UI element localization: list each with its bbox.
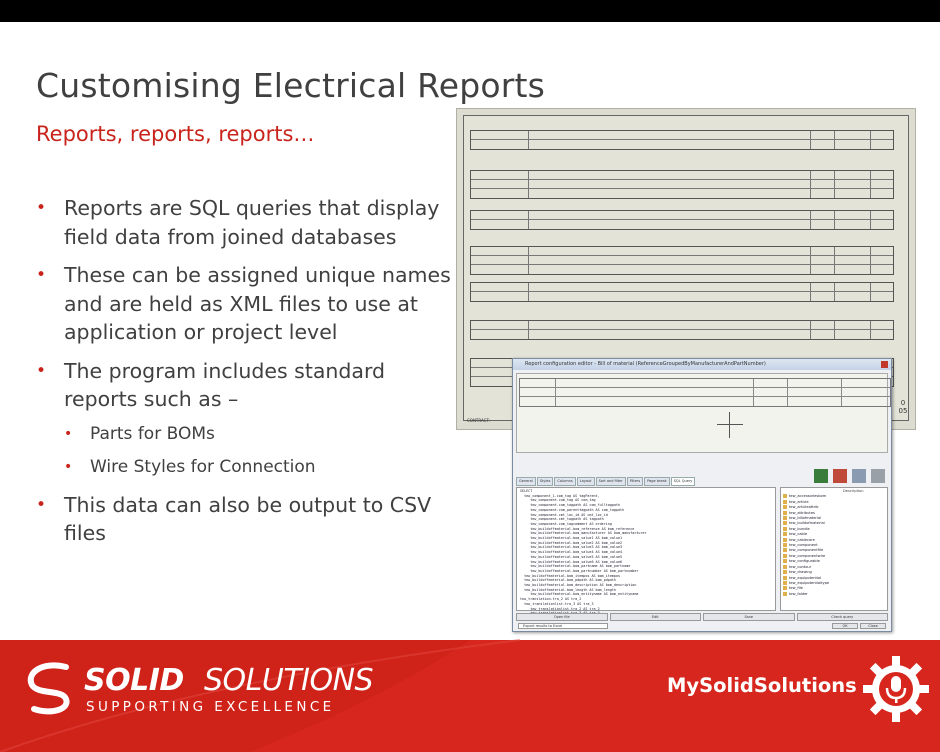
report-table-cell (871, 189, 893, 198)
open-file-button[interactable]: Open file (516, 613, 608, 621)
report-table (470, 246, 894, 275)
tree-item[interactable]: tew_file (783, 586, 885, 591)
sql-line: tew_buildoffmaterial.bom_reference AS bom_reference (520, 526, 635, 531)
tab-sql-query[interactable]: SQL Query (671, 477, 696, 486)
report-table-cell (471, 247, 529, 255)
report-table-cell (871, 171, 893, 179)
report-table-row (471, 189, 893, 198)
report-table-row (471, 131, 893, 140)
sql-line: tew_buildoffmaterial.bom_value3 AS bom_value3 (520, 545, 623, 550)
report-table (470, 130, 894, 150)
report-table-section (470, 124, 894, 150)
report-table-cell (835, 180, 871, 188)
table-icon (783, 592, 787, 596)
report-table-cell (471, 189, 529, 198)
tree-item[interactable]: tew_equipotentialtype (783, 581, 885, 586)
report-table-row (471, 247, 893, 256)
report-table (470, 320, 894, 340)
report-table-cell (811, 292, 835, 301)
crosshair-cursor-icon (717, 412, 743, 438)
brand-tagline: SUPPORTING EXCELLENCE (86, 699, 335, 715)
report-table-cell (529, 140, 811, 149)
sql-line: tew_buildoffmaterial.bom_length AS bom_length (520, 587, 616, 592)
dialog-titlebar: Report configuration editor - Bill of material (ReferenceGroupedByManufacturerAndPartNumber) (513, 359, 891, 370)
contract-label: CONTRACT: (467, 418, 490, 423)
sql-line: tew_component_1.com_tag AS tagParent, (520, 493, 600, 498)
report-table-cell (529, 292, 811, 301)
tree-item[interactable]: tew_cable (783, 532, 885, 537)
table-icon (783, 570, 787, 574)
brand-name-regular: SOLUTIONS (204, 663, 374, 698)
sub-bullet-item: • Wire Styles for Connection (64, 456, 316, 477)
report-table-row (471, 171, 893, 180)
table-icon (783, 543, 787, 547)
report-table-cell (811, 220, 835, 229)
tab-styles[interactable]: Styles (537, 477, 554, 486)
sql-line: SELECT (520, 489, 533, 493)
sql-line: tew_buildoffmaterial.bom_value6 AS bom_value6 (520, 559, 623, 564)
tree-item[interactable]: tew_buildofmaterial (783, 521, 885, 526)
report-table-cell (529, 256, 811, 264)
sql-line: tew_component.com_tag AS com_tag (520, 498, 596, 503)
report-table-section (470, 276, 894, 302)
table-icon (783, 532, 787, 536)
report-table-cell (811, 265, 835, 274)
report-table-cell (471, 283, 529, 291)
tab-sort-filter[interactable]: Sort and filter (596, 477, 626, 486)
report-table-section (470, 164, 894, 199)
dialog-button-row (516, 613, 888, 621)
sql-line: tew_translationlist.tra_3 AS tra_3 (520, 601, 594, 606)
sheet-number: 0 05 (898, 399, 908, 415)
report-table-cell (871, 180, 893, 188)
report-table-row (471, 140, 893, 149)
report-table-section (470, 240, 894, 275)
report-table-cell (471, 140, 529, 149)
dialog-preview-area (516, 373, 888, 453)
tree-item[interactable]: tew_attributes (783, 511, 885, 516)
sql-line: tew_buildoffmaterial.bom_value4 AS bom_value4 (520, 550, 623, 555)
tree-item[interactable]: tew_contour (783, 565, 885, 570)
report-table-cell (871, 330, 893, 339)
report-table (470, 210, 894, 230)
table-icon (783, 559, 787, 563)
table-icon (783, 500, 787, 504)
tree-item[interactable]: tew_article (783, 500, 885, 505)
table-icon (783, 548, 787, 552)
check-query-button[interactable]: Check query (797, 613, 889, 621)
report-table-row (471, 220, 893, 229)
report-table-cell (529, 220, 811, 229)
footer-bar (0, 640, 940, 752)
tree-item[interactable]: tew_bundle (783, 527, 885, 532)
report-table-cell (871, 140, 893, 149)
report-table-cell (871, 283, 893, 291)
sql-line: tew_buildoffmaterial.bom_entityname AS bom_entityname (520, 592, 639, 597)
edit-button[interactable]: Edit (610, 613, 702, 621)
report-table-cell (835, 330, 871, 339)
report-table-row (471, 265, 893, 274)
bullet-icon: • (36, 198, 47, 218)
ok-button[interactable]: OK (832, 623, 858, 629)
report-table-cell (529, 189, 811, 198)
report-table-section (470, 314, 894, 340)
report-table-cell (811, 171, 835, 179)
sql-line: tew_component.com_parenttagpath AS com_tagpath (520, 507, 625, 512)
sql-query-editor[interactable] (516, 487, 776, 611)
table-icon (783, 576, 787, 580)
report-table-cell (871, 247, 893, 255)
report-table-cell (835, 265, 871, 274)
table-icon (783, 494, 787, 498)
sql-line: tew_buildoffmaterial.bom_pdpath AS bom_pdpath (520, 578, 616, 583)
green-table-icon[interactable] (814, 469, 828, 483)
report-table (470, 170, 894, 199)
report-table-cell (529, 265, 811, 274)
report-table-cell (529, 247, 811, 255)
bullet-item: • The program includes standard reports such as – (36, 358, 386, 411)
report-table-cell (811, 180, 835, 188)
sql-line: tew_component.com_tagpath AS com_fulltagpath (520, 503, 621, 508)
report-table-cell (811, 321, 835, 329)
report-table-cell (529, 321, 811, 329)
report-table-cell (471, 180, 529, 188)
bullet-icon: • (64, 425, 73, 442)
report-table-cell (471, 292, 529, 301)
gear-microphone-icon (861, 654, 931, 724)
tree-item[interactable]: tew_component (783, 543, 885, 548)
report-table-cell (871, 220, 893, 229)
report-table-cell (471, 131, 529, 139)
bullet-list (36, 194, 456, 558)
report-table-cell (835, 256, 871, 264)
tree-item[interactable]: tew_configurable (783, 559, 885, 564)
table-icon (783, 565, 787, 569)
tab-layout[interactable]: Layout (577, 477, 595, 486)
report-table-row (471, 292, 893, 301)
tab-page-break[interactable]: Page break (644, 477, 670, 486)
sql-line: tew_buildoffmaterial.bom_value5 AS bom_value5 (520, 554, 623, 559)
report-table-cell (529, 131, 811, 139)
report-table-cell (835, 131, 871, 139)
report-table-cell (471, 256, 529, 264)
table-icon (783, 527, 787, 531)
bullet-icon: • (64, 458, 73, 475)
save-button[interactable]: Save (703, 613, 795, 621)
report-table-cell (835, 220, 871, 229)
sql-line: tew_buildoffmaterial.bom_description AS bom_description (520, 583, 637, 588)
bullet-icon: • (36, 360, 47, 381)
bullet-item: • Reports are SQL queries that display field data from joined databases (36, 196, 440, 249)
report-table-cell (811, 189, 835, 198)
report-table-cell (811, 211, 835, 219)
report-table-cell (811, 247, 835, 255)
slide-subtitle: Reports, reports, reports… (36, 122, 315, 146)
tab-columns[interactable]: Columns (554, 477, 575, 486)
preview-grid (519, 378, 891, 407)
table-icon (783, 554, 787, 558)
table-icon (783, 581, 787, 585)
close-icon[interactable] (881, 361, 888, 368)
tree-item[interactable]: tew_equipotential (783, 576, 885, 581)
sql-line: tew_translationlist.tra_2 AS tra_2 (520, 606, 600, 611)
table-icon (783, 505, 787, 509)
report-table-cell (471, 321, 529, 329)
sql-line: tew_buildoffmaterial.bom_value1 AS bom_value1 (520, 536, 623, 541)
report-table-section (470, 204, 894, 230)
report-table-cell (811, 330, 835, 339)
report-table-cell (529, 171, 811, 179)
report-table-cell (811, 131, 835, 139)
report-table-cell (811, 256, 835, 264)
tree-item[interactable]: tew_componentwire (783, 554, 885, 559)
tree-item[interactable]: tew_cablecore (783, 538, 885, 543)
bullet-item: • This data can also be output to CSV files (36, 492, 432, 545)
dialog-footer (516, 623, 888, 631)
report-table-cell (835, 321, 871, 329)
close-button[interactable]: Close (860, 623, 886, 629)
report-table-cell (835, 247, 871, 255)
report-table-row (471, 211, 893, 220)
slide (0, 22, 940, 640)
sql-line: tew_buildoffmaterial.bom_partnumber AS bom_partnumber (520, 568, 639, 573)
report-table-cell (529, 283, 811, 291)
report-table-cell (835, 171, 871, 179)
tree-item[interactable]: tew_drawing (783, 570, 885, 575)
tab-general[interactable]: General (516, 477, 536, 486)
tree-item[interactable]: tew_accessoriesbom (783, 494, 885, 499)
bullet-icon: • (36, 494, 47, 515)
bullet-icon: • (36, 265, 47, 285)
table-icon (783, 586, 787, 590)
report-table-cell (835, 292, 871, 301)
tree-item[interactable]: tew_componentfile (783, 548, 885, 553)
sql-line: tew_translation.tra_2 AS tra_2 (520, 597, 582, 602)
report-table-cell (811, 140, 835, 149)
tree-item[interactable]: tew_articleattrib (783, 505, 885, 510)
report-table-cell (871, 211, 893, 219)
report-table (470, 282, 894, 302)
table-icon (783, 516, 787, 520)
report-table-cell (835, 283, 871, 291)
table-icon (783, 511, 787, 515)
report-configuration-dialog (512, 358, 892, 632)
sql-line: tew_buildoffmaterial.bom_itempos AS bom_itempos (520, 573, 621, 578)
sql-line: tew_buildoffmaterial.bom_partname AS bom_partname (520, 564, 631, 569)
mysolidsolutions-label: MySolidSolutions (667, 674, 857, 697)
report-table-cell (871, 256, 893, 264)
sql-line: tew_component.cmt_tagpath AS tagpath (520, 517, 604, 522)
report-table-cell (471, 330, 529, 339)
report-table-row (471, 256, 893, 265)
sql-line: tew_component.cmt_loc_id AS cmt_loc_id (520, 512, 608, 517)
top-letterbox (0, 0, 940, 22)
report-table-cell (811, 283, 835, 291)
dialog-toolbar (814, 469, 885, 483)
report-table-row (471, 180, 893, 189)
table-icon (783, 538, 787, 542)
solid-solutions-logo-icon (22, 659, 80, 717)
report-table-cell (529, 330, 811, 339)
tree-item[interactable]: tew_folder (783, 592, 885, 597)
bullet-item: • These can be assigned unique names and are held as XML files to use at application or project level (36, 263, 451, 344)
database-table-tree[interactable]: Description tew_accessoriesbom tew_article tew_articleattrib tew_attributes tew_billofmaterial tew_buildofmaterial tew_bundle tew_cable tew_cablecore tew_component tew_componentfile tew_componentwire tew_configurable tew_contour tew_drawing tew_equipotential tew_equipotentialtype tew_file tew_folder (780, 487, 888, 611)
report-table-row (471, 283, 893, 292)
tab-filters[interactable]: Filters (627, 477, 644, 486)
red-table-icon[interactable] (833, 469, 847, 483)
table-icon (783, 521, 787, 525)
report-table-cell (871, 131, 893, 139)
report-table-cell (529, 180, 811, 188)
settings-icon[interactable] (871, 469, 885, 483)
report-table-cell (529, 211, 811, 219)
report-table-cell (835, 140, 871, 149)
report-table-cell (471, 265, 529, 274)
report-table-cell (871, 321, 893, 329)
report-table-cell (871, 265, 893, 274)
sql-line: tew_buildoffmaterial.bom_value2 AS bom_value2 (520, 540, 623, 545)
slide-title: Customising Electrical Reports (36, 66, 546, 105)
report-table-cell (835, 189, 871, 198)
sub-bullet-item: • Parts for BOMs (64, 423, 215, 444)
report-table-cell (471, 171, 529, 179)
edit-icon[interactable] (852, 469, 866, 483)
report-table-cell (471, 220, 529, 229)
report-table-cell (471, 211, 529, 219)
brand-name-bold: SOLID (84, 663, 184, 698)
report-table-row (471, 330, 893, 339)
report-table-cell (835, 211, 871, 219)
tree-item[interactable]: tew_billofmaterial (783, 516, 885, 521)
report-table-row (471, 321, 893, 330)
report-table-cell (871, 292, 893, 301)
dialog-tabs (516, 477, 738, 486)
export-excel-checkbox[interactable]: Export results to Excel (518, 623, 608, 629)
sql-line: tew_buildoffmaterial.bom_manufacturer AS bom_manufacturer (520, 531, 647, 536)
sql-line: tew_component.com_tagcomment AS ordering (520, 521, 612, 526)
